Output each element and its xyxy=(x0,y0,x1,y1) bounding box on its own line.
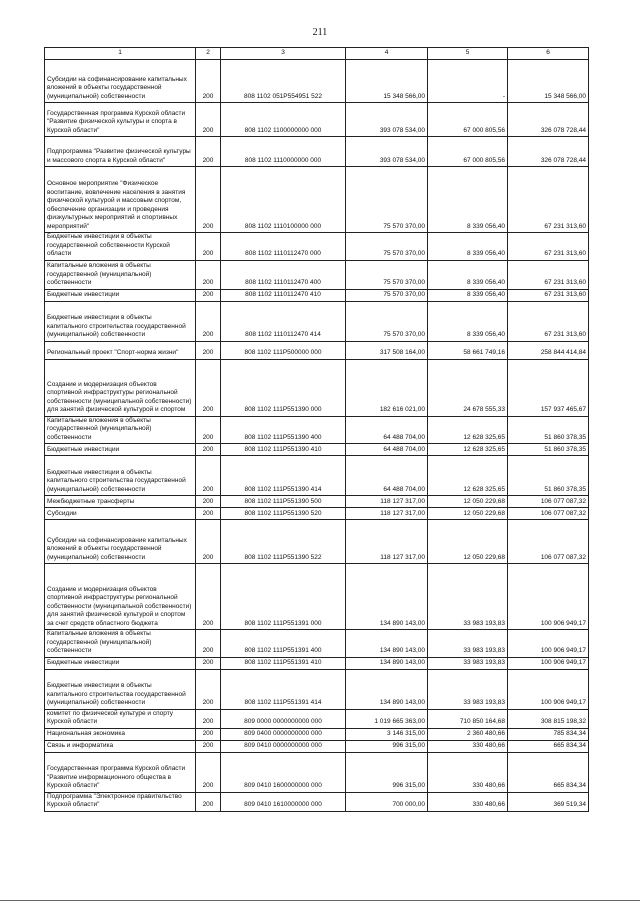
row-admin-code-cell: 200 xyxy=(196,60,221,103)
row-classification-code-cell: 808 1102 111P551390 410 xyxy=(221,444,346,456)
row-executed-amount-cell: 12 050 229,68 xyxy=(428,496,508,508)
row-approved-amount-cell: 75 570 370,00 xyxy=(346,289,428,301)
column-header-2: 2 xyxy=(196,48,221,60)
row-admin-code-cell: 200 xyxy=(196,260,221,289)
row-name-cell: Бюджетные инвестиции в объекты капитального строительства государственной (муниципальной) собственности xyxy=(45,669,196,709)
row-admin-code-cell: 200 xyxy=(196,416,221,444)
table-row xyxy=(45,260,589,289)
table-row xyxy=(45,359,589,416)
row-admin-code-cell: 200 xyxy=(196,137,221,167)
table-row xyxy=(45,669,589,709)
table-row xyxy=(45,740,589,752)
row-classification-code-cell: 808 1102 111P551391 414 xyxy=(221,669,346,709)
row-admin-code-cell: 200 xyxy=(196,444,221,456)
row-approved-amount-cell: 64 488 704,00 xyxy=(346,444,428,456)
row-classification-code-cell: 808 1102 1110000000 000 xyxy=(221,137,346,167)
row-remaining-amount-cell: 15 348 566,00 xyxy=(508,60,589,103)
row-name-cell: Бюджетные инвестиции в объекты капитального строительства государственной (муниципальной) собственности xyxy=(45,301,196,341)
row-remaining-amount-cell: 100 906 949,17 xyxy=(508,564,589,630)
row-executed-amount-cell: 8 339 056,40 xyxy=(428,167,508,233)
row-approved-amount-cell: 75 570 370,00 xyxy=(346,233,428,261)
row-approved-amount-cell: 118 127 317,00 xyxy=(346,508,428,520)
page-number: 211 xyxy=(312,27,328,38)
row-approved-amount-cell: 1 019 665 363,00 xyxy=(346,709,428,728)
row-admin-code-cell: 200 xyxy=(196,520,221,564)
row-approved-amount-cell: 64 488 704,00 xyxy=(346,416,428,444)
row-name-cell: Региональный проект "Спорт-норма жизни" xyxy=(45,341,196,359)
table-row xyxy=(45,564,589,630)
row-admin-code-cell: 200 xyxy=(196,233,221,261)
row-name-cell: Капитальные вложения в объекты государственной (муниципальной) собственности xyxy=(45,416,196,444)
table-row xyxy=(45,752,589,792)
row-remaining-amount-cell: 51 860 378,35 xyxy=(508,416,589,444)
row-name-cell: Подпрограмма "Развитие физической культуры и массового спорта в Курской области" xyxy=(45,137,196,167)
row-name-cell: Связь и информатика xyxy=(45,740,196,752)
row-remaining-amount-cell: 106 077 087,32 xyxy=(508,520,589,564)
row-classification-code-cell: 808 1102 111P551391 400 xyxy=(221,630,346,658)
row-admin-code-cell: 200 xyxy=(196,289,221,301)
row-executed-amount-cell: 330 480,66 xyxy=(428,792,508,811)
row-remaining-amount-cell: 326 078 728,44 xyxy=(508,137,589,167)
row-remaining-amount-cell: 100 906 949,17 xyxy=(508,657,589,669)
row-classification-code-cell: 809 0410 0000000000 000 xyxy=(221,740,346,752)
row-remaining-amount-cell: 51 860 378,35 xyxy=(508,456,589,496)
table-row xyxy=(45,496,589,508)
table-row xyxy=(45,520,589,564)
row-name-cell: Подпрограмма "Электронное правительство Курской области" xyxy=(45,792,196,811)
row-remaining-amount-cell: 67 231 313,60 xyxy=(508,233,589,261)
row-name-cell: Субсидии на софинансирование капитальных вложений в объекты государственной (муниципальной) собственности xyxy=(45,520,196,564)
row-approved-amount-cell: 134 890 143,00 xyxy=(346,669,428,709)
row-executed-amount-cell: 2 360 480,66 xyxy=(428,728,508,740)
row-executed-amount-cell: 330 480,66 xyxy=(428,752,508,792)
row-classification-code-cell: 808 1102 1110112470 400 xyxy=(221,260,346,289)
row-approved-amount-cell: 64 488 704,00 xyxy=(346,456,428,496)
row-classification-code-cell: 808 1102 1110112470 410 xyxy=(221,289,346,301)
row-remaining-amount-cell: 67 231 313,60 xyxy=(508,301,589,341)
row-executed-amount-cell: 33 983 193,83 xyxy=(428,564,508,630)
row-executed-amount-cell: 12 628 325,65 xyxy=(428,444,508,456)
table-row xyxy=(45,137,589,167)
row-name-cell: Бюджетные инвестиции в объекты капитального строительства государственной (муниципальной) собственности xyxy=(45,456,196,496)
row-executed-amount-cell: 58 661 749,16 xyxy=(428,341,508,359)
row-remaining-amount-cell: 67 231 313,60 xyxy=(508,167,589,233)
row-remaining-amount-cell: 106 077 087,32 xyxy=(508,496,589,508)
table-row xyxy=(45,341,589,359)
row-approved-amount-cell: 75 570 370,00 xyxy=(346,167,428,233)
row-approved-amount-cell: 182 616 021,00 xyxy=(346,359,428,416)
table-row xyxy=(45,792,589,811)
row-executed-amount-cell: 24 678 555,33 xyxy=(428,359,508,416)
row-remaining-amount-cell: 157 937 465,67 xyxy=(508,359,589,416)
row-remaining-amount-cell: 665 834,34 xyxy=(508,740,589,752)
row-remaining-amount-cell: 785 834,34 xyxy=(508,728,589,740)
row-remaining-amount-cell: 100 906 949,17 xyxy=(508,630,589,658)
row-remaining-amount-cell: 100 906 949,17 xyxy=(508,669,589,709)
row-name-cell: Национальная экономика xyxy=(45,728,196,740)
row-approved-amount-cell: 75 570 370,00 xyxy=(346,260,428,289)
table-row xyxy=(45,60,589,103)
row-classification-code-cell: 808 1102 111P500000 000 xyxy=(221,341,346,359)
row-admin-code-cell: 200 xyxy=(196,508,221,520)
table-row xyxy=(45,456,589,496)
row-approved-amount-cell: 996 315,00 xyxy=(346,752,428,792)
row-approved-amount-cell: 393 078 534,00 xyxy=(346,137,428,167)
row-admin-code-cell: 200 xyxy=(196,792,221,811)
row-classification-code-cell: 808 1102 111P551390 400 xyxy=(221,416,346,444)
row-executed-amount-cell: 8 339 056,40 xyxy=(428,301,508,341)
row-classification-code-cell: 808 1102 1110112470 414 xyxy=(221,301,346,341)
budget-table xyxy=(44,47,589,812)
row-approved-amount-cell: 134 890 143,00 xyxy=(346,630,428,658)
row-approved-amount-cell: 134 890 143,00 xyxy=(346,564,428,630)
row-classification-code-cell: 808 1102 111P551391 410 xyxy=(221,657,346,669)
row-executed-amount-cell: 67 000 805,56 xyxy=(428,137,508,167)
row-executed-amount-cell: 8 339 056,40 xyxy=(428,260,508,289)
row-remaining-amount-cell: 308 815 198,32 xyxy=(508,709,589,728)
row-classification-code-cell: 808 1102 111P551390 000 xyxy=(221,359,346,416)
row-classification-code-cell: 808 1102 111P551391 000 xyxy=(221,564,346,630)
row-name-cell: Основное мероприятие "Физическое воспитание, вовлечение населения в занятия физической культурой и массовым спортом, обеспечение организации и проведения физкультурных мероприятий и спортивных мероприятий" xyxy=(45,167,196,233)
row-name-cell: Государственная программа Курской области "Развитие физической культуры и спорта в Курской области" xyxy=(45,103,196,137)
row-executed-amount-cell: 33 983 193,83 xyxy=(428,657,508,669)
row-admin-code-cell: 200 xyxy=(196,669,221,709)
row-classification-code-cell: 808 1102 051P554951 522 xyxy=(221,60,346,103)
table-row xyxy=(45,630,589,658)
row-admin-code-cell: 200 xyxy=(196,341,221,359)
row-remaining-amount-cell: 369 519,34 xyxy=(508,792,589,811)
table-row xyxy=(45,167,589,233)
row-executed-amount-cell: 710 850 164,68 xyxy=(428,709,508,728)
row-admin-code-cell: 200 xyxy=(196,740,221,752)
row-remaining-amount-cell: 67 231 313,60 xyxy=(508,289,589,301)
row-admin-code-cell: 200 xyxy=(196,564,221,630)
row-approved-amount-cell: 118 127 317,00 xyxy=(346,520,428,564)
row-executed-amount-cell: 12 050 229,68 xyxy=(428,508,508,520)
row-admin-code-cell: 200 xyxy=(196,657,221,669)
column-header-3: 3 xyxy=(221,48,346,60)
row-executed-amount-cell: 33 983 193,83 xyxy=(428,669,508,709)
row-remaining-amount-cell: 67 231 313,60 xyxy=(508,260,589,289)
row-name-cell: Создание и модернизация объектов спортивной инфраструктуры региональной собственности (муниципальной собственности) для занятий физической культурой и спортом xyxy=(45,359,196,416)
table-row xyxy=(45,508,589,520)
row-remaining-amount-cell: 106 077 087,32 xyxy=(508,508,589,520)
row-executed-amount-cell: 33 983 193,83 xyxy=(428,630,508,658)
table-row xyxy=(45,416,589,444)
row-name-cell: Бюджетные инвестиции xyxy=(45,289,196,301)
table-row xyxy=(45,301,589,341)
row-approved-amount-cell: 700 000,00 xyxy=(346,792,428,811)
row-classification-code-cell: 808 1102 1110112470 000 xyxy=(221,233,346,261)
table-row xyxy=(45,709,589,728)
row-executed-amount-cell: 8 339 056,40 xyxy=(428,233,508,261)
row-name-cell: Бюджетные инвестиции xyxy=(45,657,196,669)
table-row xyxy=(45,657,589,669)
row-name-cell: Государственная программа Курской области "Развитие информационного общества в Курской области" xyxy=(45,752,196,792)
table-row xyxy=(45,444,589,456)
row-remaining-amount-cell: 258 844 414,84 xyxy=(508,341,589,359)
row-approved-amount-cell: 134 890 143,00 xyxy=(346,657,428,669)
row-executed-amount-cell: 67 000 805,56 xyxy=(428,103,508,137)
row-remaining-amount-cell: 665 834,34 xyxy=(508,752,589,792)
column-header-1: 1 xyxy=(45,48,196,60)
row-approved-amount-cell: 15 348 566,00 xyxy=(346,60,428,103)
row-remaining-amount-cell: 326 078 728,44 xyxy=(508,103,589,137)
row-admin-code-cell: 200 xyxy=(196,456,221,496)
row-classification-code-cell: 808 1102 1100000000 000 xyxy=(221,103,346,137)
table-row xyxy=(45,103,589,137)
column-header-5: 5 xyxy=(428,48,508,60)
row-executed-amount-cell: - xyxy=(428,60,508,103)
row-executed-amount-cell: 12 050 229,68 xyxy=(428,520,508,564)
row-approved-amount-cell: 118 127 317,00 xyxy=(346,496,428,508)
row-admin-code-cell: 200 xyxy=(196,359,221,416)
row-executed-amount-cell: 8 339 056,40 xyxy=(428,289,508,301)
row-admin-code-cell: 200 xyxy=(196,728,221,740)
row-approved-amount-cell: 996 315,00 xyxy=(346,740,428,752)
row-name-cell: комитет по физической культуре и спорту Курской области xyxy=(45,709,196,728)
row-classification-code-cell: 809 0000 0000000000 000 xyxy=(221,709,346,728)
row-classification-code-cell: 808 1102 111P551390 522 xyxy=(221,520,346,564)
row-admin-code-cell: 200 xyxy=(196,496,221,508)
row-name-cell: Капитальные вложения в объекты государственной (муниципальной) собственности xyxy=(45,630,196,658)
row-classification-code-cell: 809 0400 0000000000 000 xyxy=(221,728,346,740)
row-classification-code-cell: 809 0410 1610000000 000 xyxy=(221,792,346,811)
row-remaining-amount-cell: 51 860 378,35 xyxy=(508,444,589,456)
row-name-cell: Капитальные вложения в объекты государственной (муниципальной) собственности xyxy=(45,260,196,289)
row-admin-code-cell: 200 xyxy=(196,167,221,233)
row-name-cell: Межбюджетные трансферты xyxy=(45,496,196,508)
table-row xyxy=(45,233,589,261)
row-approved-amount-cell: 3 146 315,00 xyxy=(346,728,428,740)
table-row xyxy=(45,728,589,740)
column-header-6: 6 xyxy=(508,48,589,60)
row-admin-code-cell: 200 xyxy=(196,103,221,137)
column-header-4: 4 xyxy=(346,48,428,60)
row-approved-amount-cell: 317 508 164,00 xyxy=(346,341,428,359)
row-executed-amount-cell: 12 628 325,65 xyxy=(428,456,508,496)
row-approved-amount-cell: 75 570 370,00 xyxy=(346,301,428,341)
row-executed-amount-cell: 330 480,66 xyxy=(428,740,508,752)
row-admin-code-cell: 200 xyxy=(196,709,221,728)
row-classification-code-cell: 809 0410 1600000000 000 xyxy=(221,752,346,792)
row-classification-code-cell: 808 1102 111P551390 414 xyxy=(221,456,346,496)
row-name-cell: Бюджетные инвестиции xyxy=(45,444,196,456)
row-admin-code-cell: 200 xyxy=(196,630,221,658)
row-admin-code-cell: 200 xyxy=(196,301,221,341)
row-classification-code-cell: 808 1102 111P551390 500 xyxy=(221,496,346,508)
scan-edge-line xyxy=(0,900,640,901)
row-classification-code-cell: 808 1102 1110100000 000 xyxy=(221,167,346,233)
row-executed-amount-cell: 12 628 325,65 xyxy=(428,416,508,444)
table-body xyxy=(45,60,589,812)
row-name-cell: Бюджетные инвестиции в объекты государственной собственности Курской области xyxy=(45,233,196,261)
row-name-cell: Создание и модернизация объектов спортивной инфраструктуры региональной собственности (муниципальной собственности) для занятий физической культурой и спортом за счет средств областного бюджета xyxy=(45,564,196,630)
row-admin-code-cell: 200 xyxy=(196,752,221,792)
table-row xyxy=(45,289,589,301)
row-classification-code-cell: 808 1102 111P551390 520 xyxy=(221,508,346,520)
row-approved-amount-cell: 393 078 534,00 xyxy=(346,103,428,137)
row-name-cell: Субсидии xyxy=(45,508,196,520)
header-row xyxy=(45,48,589,60)
row-name-cell: Субсидии на софинансирование капитальных вложений в объекты государственной (муниципальной) собственности xyxy=(45,60,196,103)
